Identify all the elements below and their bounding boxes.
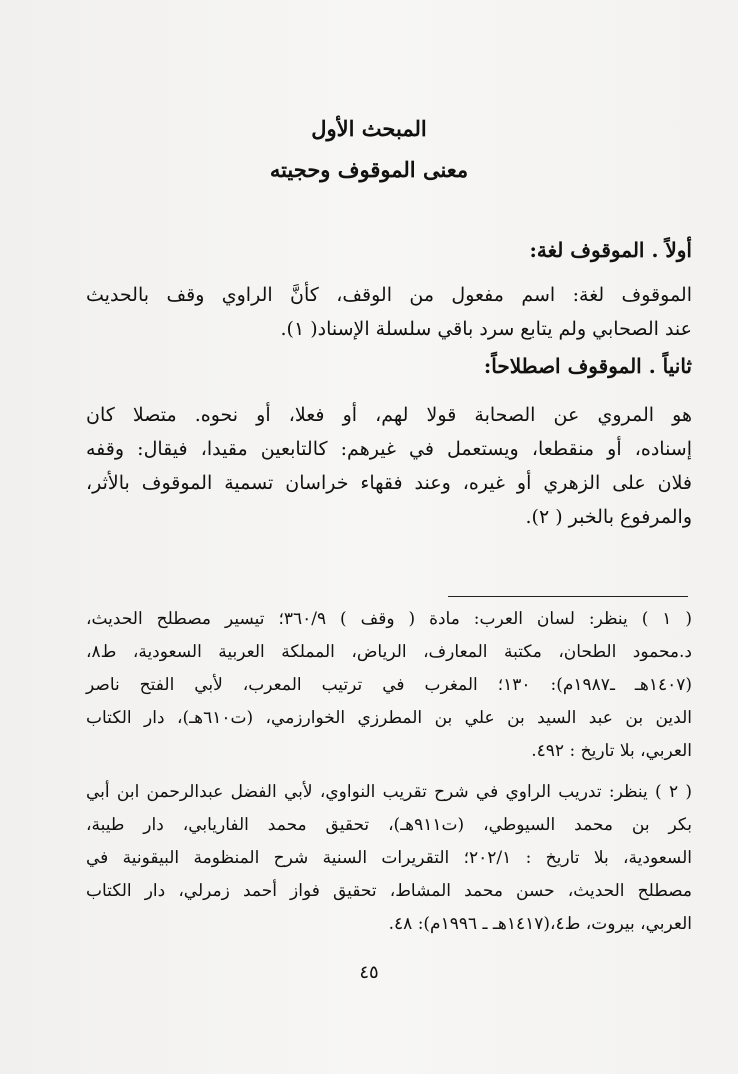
footnote-line: ( ٢ ) ينظر: تدريب الراوي في شرح تقريب النواوي، لأبي الفضل عبدالرحمن ابن أبي bbox=[86, 782, 692, 802]
chapter-title: المبحث الأول bbox=[311, 116, 427, 141]
text-line: الموقوف لغة: اسم مفعول من الوقف، كأنَّ الراوي وقف بالحديث bbox=[86, 284, 692, 306]
chapter-subtitle: معنى الموقوف وحجيته bbox=[269, 157, 469, 182]
page-number: ٤٥ bbox=[359, 962, 379, 983]
footnote-line: مصطلح الحديث، حسن محمد المشاط، تحقيق فواز أحمد زمرلي، دار الكتاب bbox=[86, 881, 692, 901]
text-line: هو المروي عن الصحابة قولا لهم، أو فعلا، أو نحوه. متصلا كان bbox=[86, 404, 692, 426]
footnote-1 bbox=[86, 603, 692, 768]
footnote-line: العربي، بيروت، ط٤،(١٤١٧هـ ـ ١٩٩٦م): ٤٨. bbox=[388, 914, 692, 934]
paragraph-linguistic bbox=[86, 278, 692, 346]
footnote-line: د.محمود الطحان، مكتبة المعارف، الرياض، المملكة العربية السعودية، ط٨، bbox=[86, 642, 692, 662]
footnote-2 bbox=[86, 776, 692, 941]
text-line: عند الصحابي ولم يتابع سرد باقي سلسلة الإسناد( ١). bbox=[280, 318, 692, 340]
section-heading-linguistic: أولاً . الموقوف لغة: bbox=[529, 238, 692, 262]
footnote-divider bbox=[448, 596, 688, 597]
footnote-line: ( ١ ) ينظر: لسان العرب: مادة ( وقف ) ٣٦٠/٩؛ تيسير مصطلح الحديث، bbox=[86, 609, 692, 629]
footnote-line: السعودية، بلا تاريخ : ٢٠٢/١؛ التقريرات السنية شرح المنظومة البيقونية في bbox=[86, 848, 693, 868]
footnote-line: بكر بن محمد السيوطي، (ت٩١١هـ)، تحقيق محمد الفاريابي، دار طيبة، bbox=[86, 815, 692, 835]
text-line: فلان على الزهري أو غيره، وعند فقهاء خراسان تسمية الموقوف بالأثر، bbox=[86, 472, 692, 494]
footnote-line: الدين بن عبد السيد بن علي بن المطرزي الخوارزمي، (ت٦١٠هـ)، دار الكتاب bbox=[86, 708, 692, 728]
footnote-line: (١٤٠٧هـ ـ١٩٨٧م): ١٣٠؛ المغرب في ترتيب المعرب، لأبي الفتح ناصر bbox=[86, 675, 692, 695]
footnote-line: العربي، بلا تاريخ : ٤٩٢. bbox=[531, 741, 692, 761]
section-heading-technical: ثانياً . الموقوف اصطلاحاً: bbox=[483, 354, 692, 378]
text-line: إسناده، أو منقطعا، ويستعمل في غيرهم: كالتابعين مقيدا، فيقال: وقفه bbox=[86, 438, 692, 460]
paragraph-technical bbox=[86, 398, 692, 534]
text-line: والمرفوع بالخبر ( ٢). bbox=[525, 506, 692, 528]
